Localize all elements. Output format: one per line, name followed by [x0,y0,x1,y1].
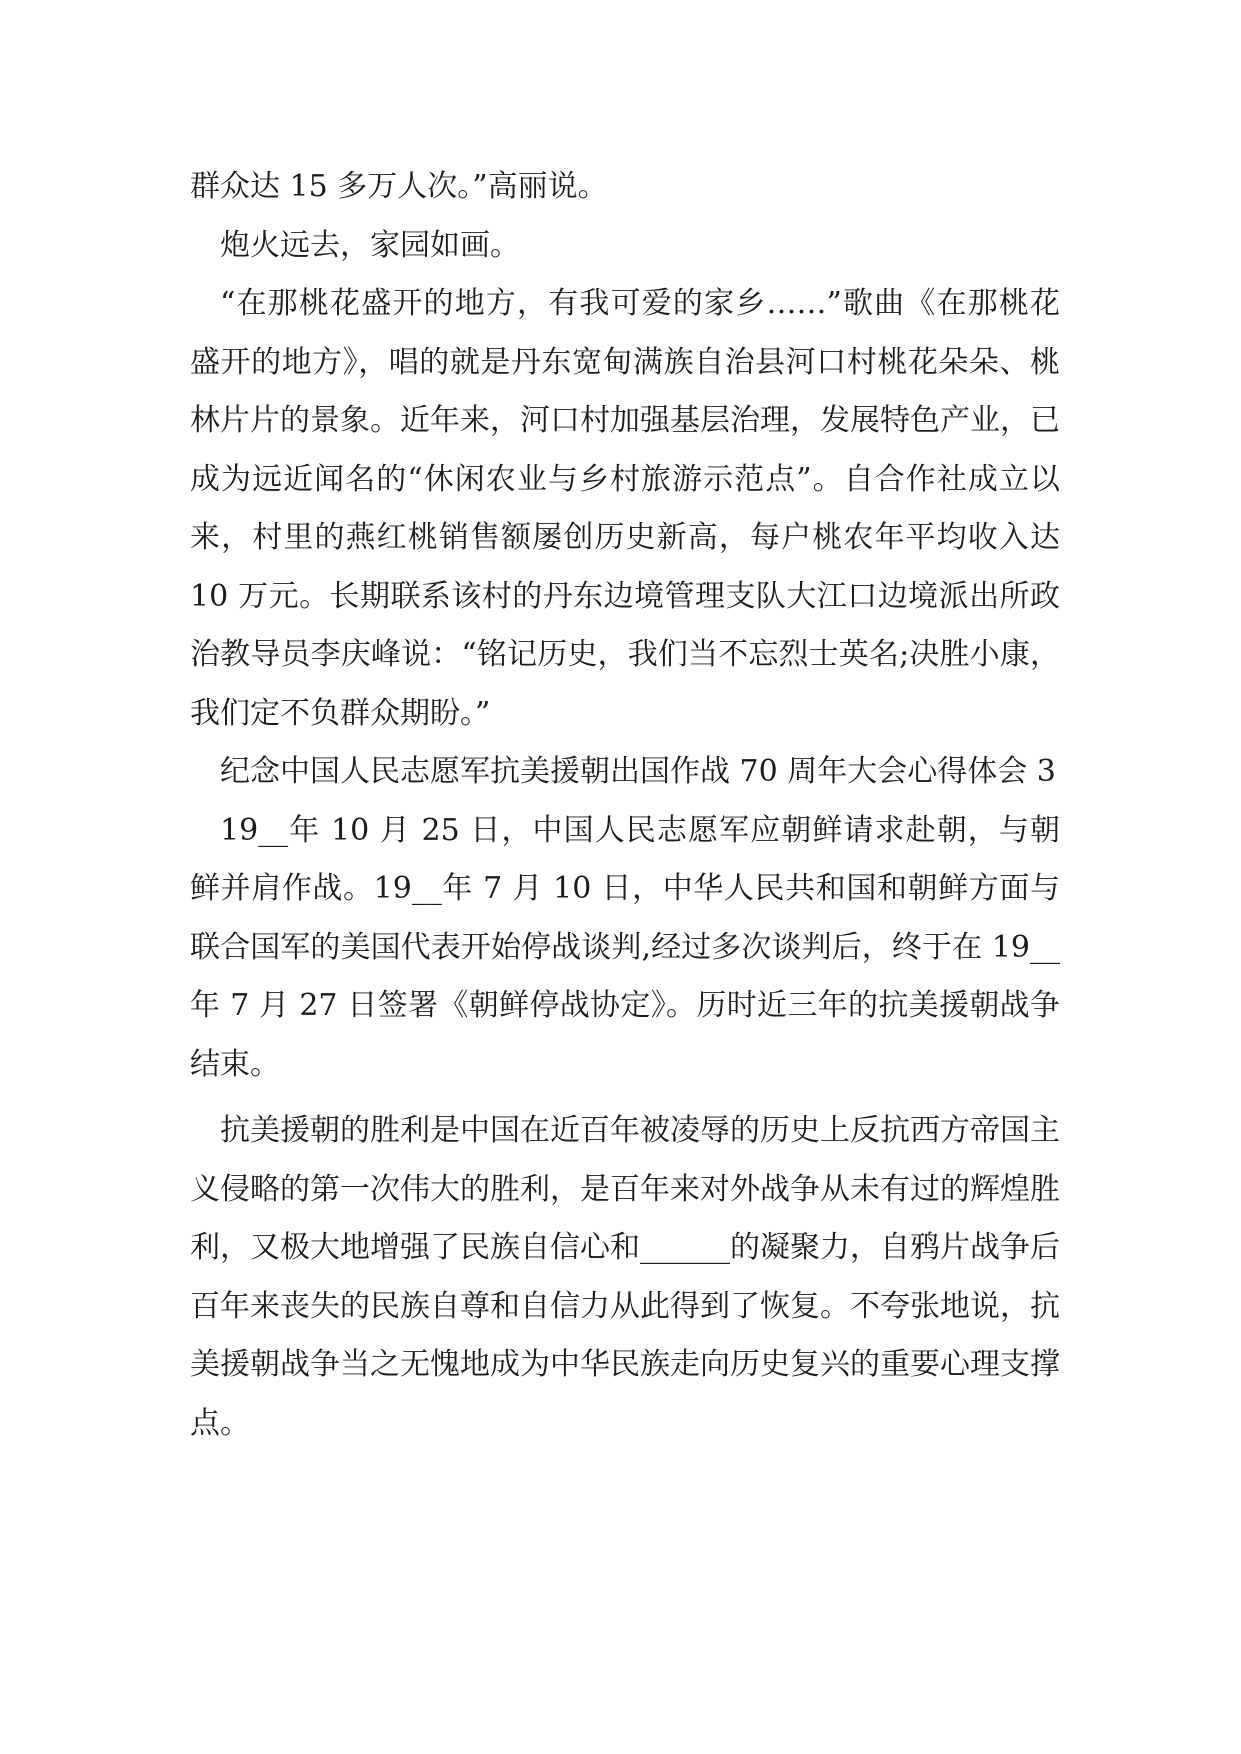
paragraph-peach-village: “在那桃花盛开的地方，有我可爱的家乡……”歌曲《在那桃花盛开的地方》，唱的就是丹东宽甸满族自治县河口村桃花朵朵、桃林片片的景象。近年来，河口村加强基层治理，发展特色产业，已成为远近闻名的“休闲农业与乡村旅游示范点”。自合作社成立以来，村里的燕红桃销售额屡创历史新高，每户桃农年平均收入达 10 万元。长期联系该村的丹东边境管理支队大江口边境派出所政治教导员李庆峰说：“铭记历史，我们当不忘烈士英名;决胜小康，我们定不负群众期盼。” [190,286,1060,731]
paragraph-victory: 抗美援朝的胜利是中国在近百年被凌辱的历史上反抗西方帝国主义侵略的第一次伟大的胜利，是百年来对外战争从未有过的辉煌胜利，又极大地增强了民族自信心和______的凝聚力，自鸦片战争后百年来丧失的民族自尊和自信力从此得到了恢复。不夸张地说，抗美援朝战争当之无愧地成为中华民族走向历史复兴的重要心理支撑点。 [190,1113,1060,1441]
paragraph-scenery: 炮火远去，家园如画。 [220,227,520,263]
section-heading: 纪念中国人民志愿军抗美援朝出国作战 70 周年大会心得体会 3 [220,754,1056,789]
paragraph-history: 19__年 10 月 25 日，中国人民志愿军应朝鲜请求赴朝，与朝鲜并肩作战。19__年 7 月 10 日，中华人民共和国和朝鲜方面与联合国军的美国代表开始停战谈判,经过多次谈判后，终于在 19__年 7 月 27 日签署《朝鲜停战协定》。历时近三年的抗美援朝战争结束。 [190,812,1060,1082]
paragraph-continuation: 群众达 15 多万人次。”高丽说。 [190,169,608,204]
document-page [190,158,1060,1453]
